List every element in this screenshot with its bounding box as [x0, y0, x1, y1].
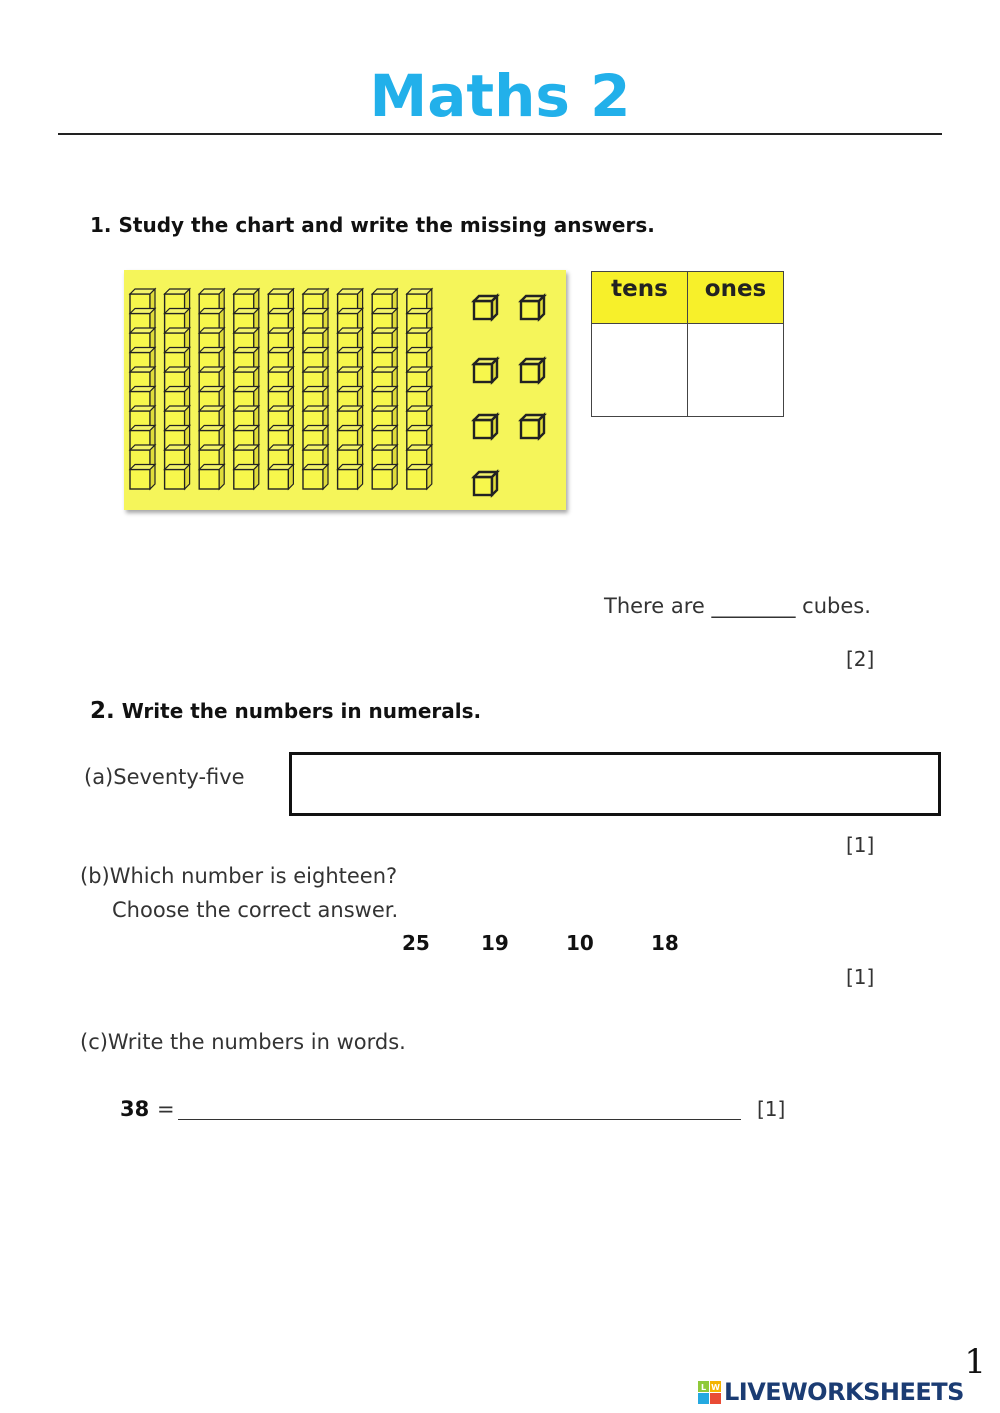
tens-header: tens: [592, 272, 688, 324]
ten-rod: [372, 289, 397, 489]
question-2c-label: (c)Write the numbers in words.: [80, 1030, 406, 1054]
question-1-number: 1.: [90, 213, 112, 237]
svg-text:W: W: [711, 1383, 720, 1392]
svg-text:L: L: [700, 1383, 707, 1392]
sentence-after: cubes.: [802, 594, 871, 618]
page-number: 1: [964, 1342, 986, 1382]
question-2a-marks: [1]: [846, 833, 875, 857]
question-2b-subtext: Choose the correct answer.: [112, 898, 399, 922]
page-title: Maths 2: [369, 62, 631, 130]
ten-rod: [338, 289, 363, 489]
ten-rod: [268, 289, 293, 489]
ten-rod: [407, 289, 432, 489]
cube-count-sentence: [604, 594, 871, 618]
one-cube: [474, 472, 497, 495]
one-cube: [474, 415, 497, 438]
choice-option[interactable]: 18: [651, 931, 679, 955]
ten-rod: [199, 289, 224, 489]
ones-header: ones: [688, 272, 784, 324]
question-2-number: 2.: [90, 698, 115, 724]
question-2b-marks: [1]: [846, 965, 875, 989]
one-cube: [474, 359, 497, 382]
one-cube: [521, 359, 544, 382]
title-divider: [58, 133, 942, 135]
question-1-heading: [90, 213, 655, 237]
base-ten-blocks-panel: [124, 270, 566, 510]
question-2-heading: [90, 698, 481, 724]
liveworksheets-logo: [698, 1378, 992, 1408]
one-cube: [521, 296, 544, 319]
choice-option[interactable]: 10: [566, 931, 594, 955]
equals-sign: =: [157, 1097, 175, 1121]
question-1-marks: [2]: [846, 647, 875, 671]
base-ten-blocks-image: [124, 270, 566, 510]
ten-rod: [234, 289, 259, 489]
question-2c-number: 38: [120, 1097, 150, 1121]
sentence-before: There are: [604, 594, 705, 618]
question-2b-label: (b)Which number is eighteen?: [80, 864, 398, 888]
ten-rod: [165, 289, 190, 489]
tens-answer-cell[interactable]: [592, 324, 688, 417]
question-2a-answer-box[interactable]: [289, 752, 941, 816]
ten-rod: [303, 289, 328, 489]
cube-count-blank[interactable]: ________: [711, 594, 796, 618]
ones-answer-cell[interactable]: [688, 324, 784, 417]
choice-option[interactable]: 25: [402, 931, 430, 955]
one-cube: [521, 415, 544, 438]
question-2c-marks: [1]: [757, 1097, 786, 1121]
choice-option[interactable]: 19: [481, 931, 509, 955]
brand-name: LIVEWORKSHEETS: [724, 1378, 964, 1406]
question-1-instruction: Study the chart and write the missing answers.: [118, 213, 655, 237]
question-2a-label: (a)Seventy-five: [84, 765, 245, 789]
question-2c-answer-line[interactable]: [178, 1119, 741, 1120]
ten-rod: [130, 289, 155, 489]
one-cube: [474, 296, 497, 319]
question-2-instruction: Write the numbers in numerals.: [121, 699, 482, 723]
place-value-table: [591, 271, 784, 417]
